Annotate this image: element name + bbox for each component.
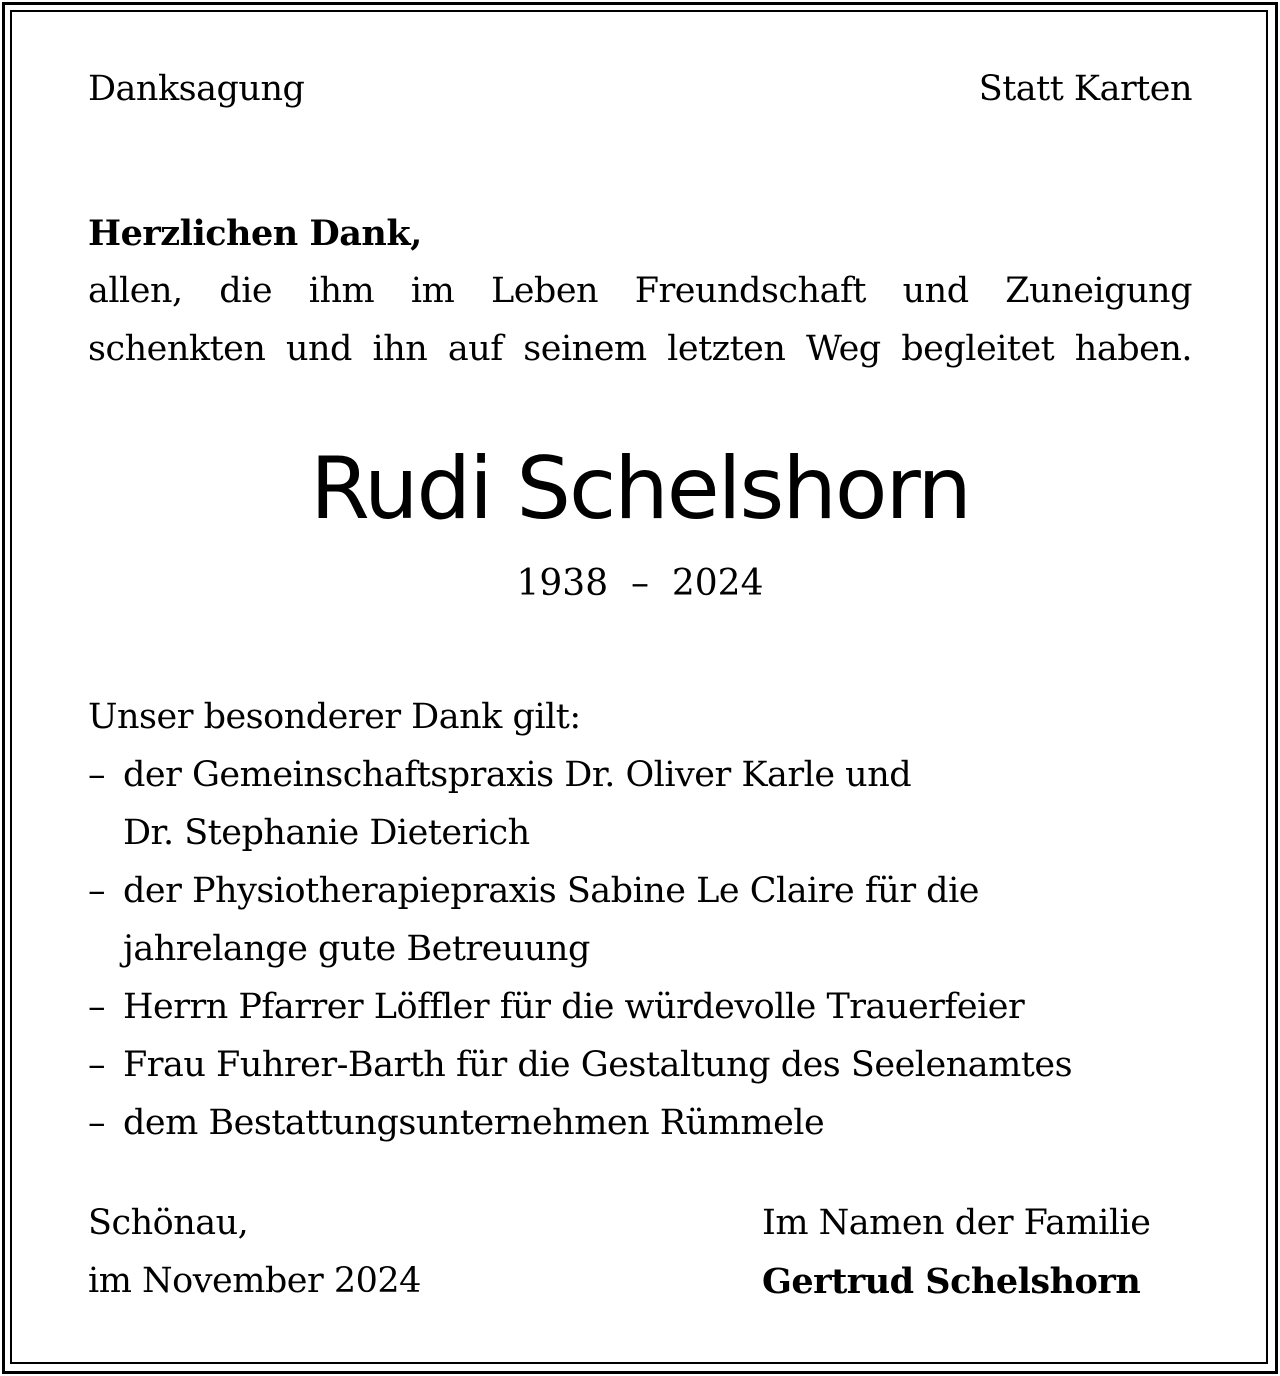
footer-place: Schönau, xyxy=(88,1203,249,1243)
list-item: Frau Fuhrer-Barth für die Gestaltung des Seelenamtes xyxy=(123,1045,1073,1085)
list-dash: – xyxy=(88,987,106,1027)
list-item-continuation: Dr. Stephanie Dieterich xyxy=(123,813,530,853)
header-statt-karten: Statt Karten xyxy=(978,69,1192,109)
list-item: der Physiotherapiepraxis Sabine Le Claire für die xyxy=(123,871,979,911)
list-dash: – xyxy=(88,1103,106,1143)
list-item: dem Bestattungsunternehmen Rümmele xyxy=(123,1103,825,1143)
footer-date: im November 2024 xyxy=(88,1261,421,1301)
list-item-continuation: jahrelange gute Betreuung xyxy=(123,929,590,969)
deceased-name: Rudi Schelshorn xyxy=(310,439,970,539)
list-item: Herrn Pfarrer Löffler für die würdevolle Trauerfeier xyxy=(123,987,1025,1027)
life-years: 1938 – 2024 xyxy=(516,563,764,604)
thanks-line-1: allen, die ihm im Leben Freundschaft und Zuneigung xyxy=(88,271,1192,311)
footer-signoff: Im Namen der Familie xyxy=(762,1203,1151,1243)
list-dash: – xyxy=(88,871,106,911)
footer-signer: Gertrud Schelshorn xyxy=(762,1261,1141,1302)
header-danksagung: Danksagung xyxy=(88,69,305,109)
thanks-heading: Herzlichen Dank, xyxy=(88,213,422,254)
thanks-line-2: schenkten und ihn auf seinem letzten Weg begleitet haben. xyxy=(88,329,1192,369)
list-dash: – xyxy=(88,1045,106,1085)
list-dash: – xyxy=(88,755,106,795)
special-thanks-intro: Unser besonderer Dank gilt: xyxy=(88,697,581,737)
list-item: der Gemeinschaftspraxis Dr. Oliver Karle und xyxy=(123,755,912,795)
